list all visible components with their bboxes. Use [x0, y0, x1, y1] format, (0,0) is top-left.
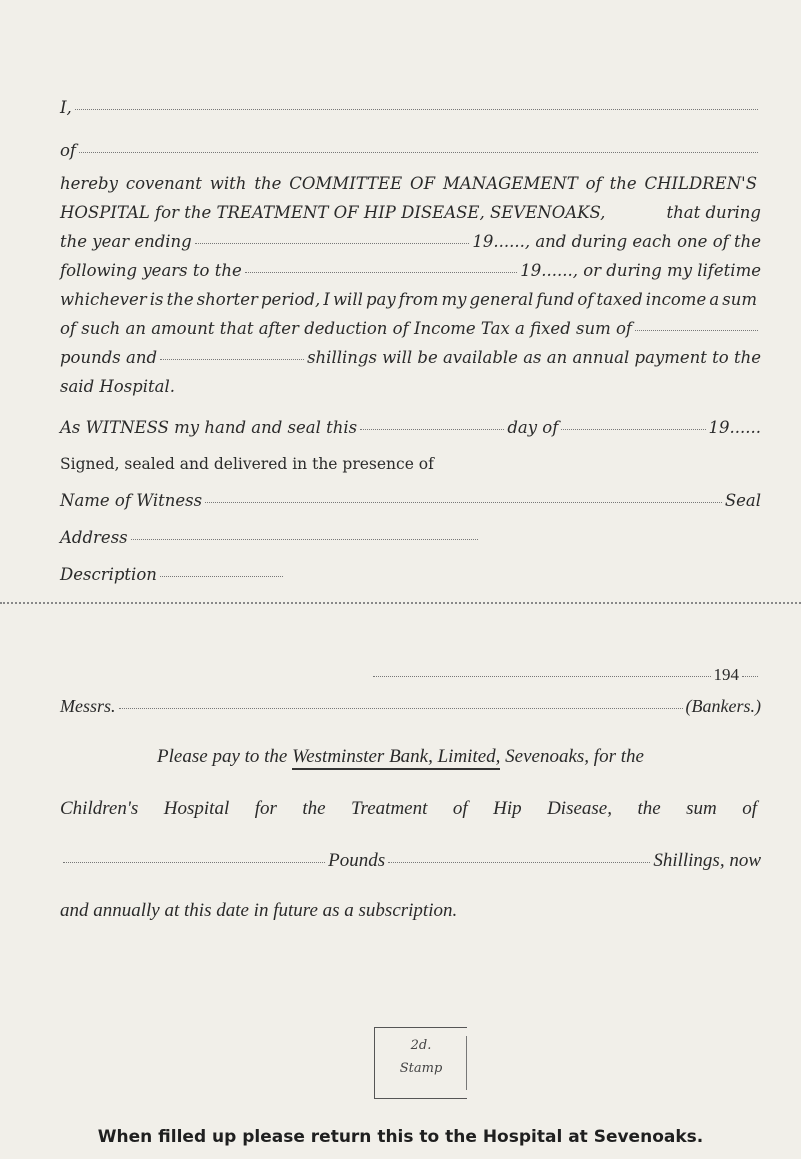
witness-description-field[interactable]	[160, 576, 283, 577]
messrs-line	[60, 696, 761, 717]
name-line	[60, 98, 761, 117]
witness-year-label: 19......	[708, 418, 761, 437]
perforation-line	[0, 602, 801, 606]
name-field[interactable]	[75, 109, 758, 110]
lifetime-label: 19......, or during my lifetime	[520, 261, 761, 280]
address-field[interactable]	[79, 152, 758, 153]
order-line-2: Children's Hospital for the Treatment of Hip Disease, the sum of	[60, 798, 757, 819]
year-ending-line	[60, 232, 761, 251]
seal-label: Seal	[724, 491, 761, 510]
witness-description-line	[60, 565, 286, 584]
fixed-sum-line	[60, 319, 761, 338]
fixed-sum-field[interactable]	[635, 330, 758, 331]
covenant-line-1: hereby covenant with the COMMITTEE OF MANAGEMENT of the CHILDREN'S	[60, 174, 757, 193]
sum-pounds-field[interactable]	[63, 862, 325, 863]
order-line-1	[0, 746, 801, 770]
shillings-label: shillings will be available as an annual payment to the	[307, 348, 761, 367]
witness-address-label: Address	[60, 528, 128, 547]
year-ending-label: the year ending	[60, 232, 192, 251]
following-years-label: following years to the	[60, 261, 242, 280]
witness-month-field[interactable]	[561, 429, 705, 430]
order-line-4	[60, 900, 761, 922]
witness-line	[60, 418, 761, 437]
i-label: I,	[60, 98, 72, 117]
covenant-line-2a: HOSPITAL for the TREATMENT OF HIP DISEASE, SEVENOAKS,	[60, 203, 606, 222]
of-line	[60, 141, 761, 160]
of-label: of	[60, 141, 77, 160]
witness-name-field[interactable]	[205, 502, 722, 503]
covenant-line-5: whichever is the shorter period, I will pay from my general fund of taxed income a sum	[60, 290, 757, 309]
stamp-value: 2d.	[410, 1038, 432, 1053]
following-years-field[interactable]	[245, 272, 518, 273]
shillings-now-label: Shillings, now	[653, 850, 761, 871]
day-of-label: day of	[507, 418, 559, 437]
witness-label: As WITNESS my hand and seal this	[60, 418, 358, 437]
covenant-line-8	[60, 377, 761, 396]
messrs-label: Messrs.	[60, 696, 116, 716]
witness-address-line	[60, 528, 481, 547]
witness-description-label: Description	[60, 565, 157, 584]
bankers-label: (Bankers.)	[685, 696, 761, 716]
stamp-box	[374, 1027, 467, 1099]
cheque-year-field[interactable]	[742, 676, 758, 677]
witness-day-field[interactable]	[360, 429, 504, 430]
sum-line	[60, 850, 761, 872]
stamp-label: Stamp	[399, 1061, 443, 1076]
said-hospital-label: said Hospital.	[60, 377, 176, 396]
cheque-date-field[interactable]	[373, 676, 711, 677]
order-text-4: and annually at this date in future as a subscription.	[60, 900, 458, 921]
bank-name: Westminster Bank, Limited,	[292, 746, 500, 770]
pounds-field[interactable]	[160, 359, 304, 360]
pounds-label: Pounds	[328, 850, 386, 871]
bankers-field[interactable]	[119, 708, 683, 709]
pounds-shillings-line	[60, 348, 761, 367]
covenant-line-2b: that during	[666, 203, 761, 222]
witness-name-label: Name of Witness	[60, 491, 203, 510]
covenant-line-2	[60, 203, 761, 222]
return-instructions: When filled up please return this to the Hospital at Sevenoaks.	[97, 1127, 704, 1147]
pounds-and-label: pounds and	[60, 348, 158, 367]
following-years-line	[60, 261, 761, 280]
during-each-label: 19......, and during each one of the	[472, 232, 761, 251]
signed-label: Signed, sealed and delivered in the presence of	[60, 455, 434, 473]
witness-name-line	[60, 491, 761, 510]
signed-line	[60, 455, 761, 473]
fixed-sum-label: of such an amount that after deduction of Income Tax a fixed sum of	[60, 319, 633, 338]
sum-shillings-field[interactable]	[388, 862, 650, 863]
cheque-year: 194	[713, 665, 739, 684]
order-text-1b: Sevenoaks, for the	[505, 746, 644, 767]
order-text-1a: Please pay to the	[157, 746, 288, 767]
cheque-date-line	[370, 665, 761, 685]
witness-address-field[interactable]	[131, 539, 478, 540]
year-ending-field[interactable]	[195, 243, 470, 244]
